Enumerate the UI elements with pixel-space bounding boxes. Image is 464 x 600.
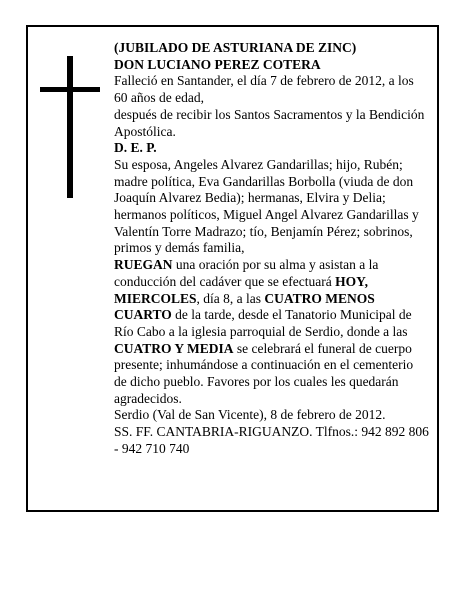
funeral-home-contact: SS. FF. CANTABRIA-RIGUANZO. Tlfnos.: 942 892 806 - 942 710 740 <box>114 424 429 456</box>
sacraments-line: después de recibir los Santos Sacramentos y la Bendición Apostólica. <box>114 106 425 139</box>
request-text-3: de la tarde, desde el Tanatorio Municipal de Río Cabo a la iglesia parroquial de Serdio, donde a las <box>114 307 412 339</box>
deceased-name: DON LUCIANO PEREZ COTERA <box>114 56 321 72</box>
obituary-notice <box>26 25 439 512</box>
family-list: Su esposa, Angeles Alvarez Gandarillas; hijo, Rubén; madre política, Eva Gandarillas Borbolla (viuda de don Joaquín Alvarez Bedia); hermanas, Elvira y Delia; hermanos políticos, Miguel Angel Alvarez Gandarillas y Valentín Torre Madrazo; tío, Benjamín Pérez; sobrinos, primos y demás familia, <box>114 156 419 256</box>
ruegan-word: RUEGAN <box>114 257 173 273</box>
cross-icon <box>40 56 100 198</box>
cross-horizontal-bar <box>40 87 100 92</box>
procession-time: CUATRO MENOS CUARTO <box>114 290 375 323</box>
retiree-line: (JUBILADO DE ASTURIANA DE ZINC) <box>114 40 357 55</box>
cross-vertical-bar <box>67 56 73 198</box>
funeral-time: CUATRO Y MEDIA <box>114 340 234 356</box>
death-info: Falleció en Santander, el día 7 de febrero de 2012, a los 60 años de edad, <box>114 73 414 106</box>
request-text-4: se celebrará el funeral de cuerpo presente; inhumándose a continuación en el cementerio de dicho pueblo. Favores por los cuales les quedarán agradecidos. <box>114 340 414 406</box>
place-date: Serdio (Val de San Vicente), 8 de febrero de 2012. <box>114 407 386 423</box>
request-text-1: una oración por su alma y asistan a la conducción del cadáver que se efectuará <box>114 257 379 289</box>
request-text-2: , día 8, a las <box>196 290 265 306</box>
notice-text <box>114 40 429 458</box>
funeral-request <box>114 257 429 407</box>
funeral-day: HOY, MIERCOLES <box>114 273 369 306</box>
rip-line: D. E. P. <box>114 140 157 156</box>
